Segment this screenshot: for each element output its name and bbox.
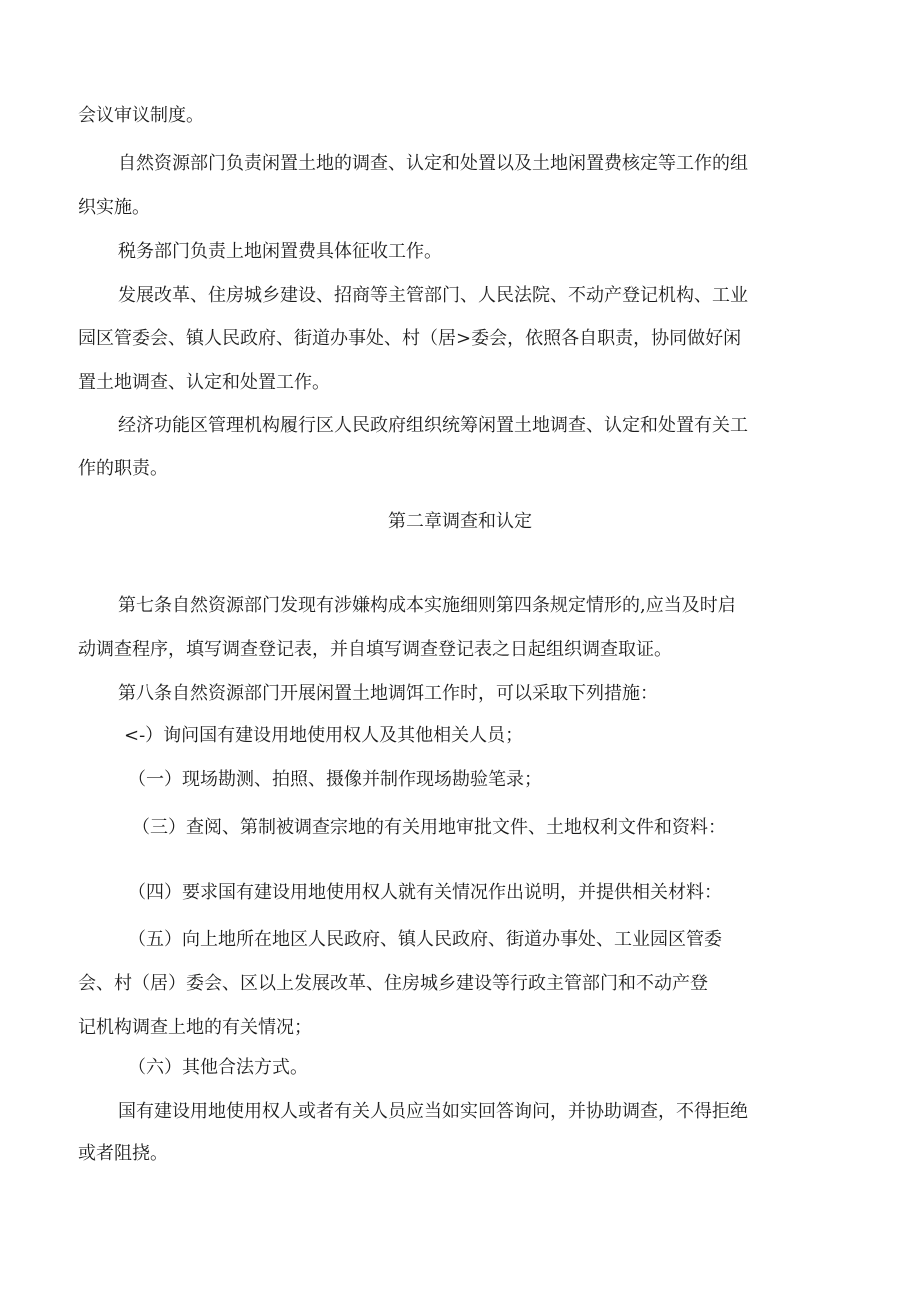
- text-line: 经济功能区管理机构履行区人民政府组织统筹闲置土地调查、认定和处置有关工: [118, 415, 748, 436]
- text-line: 置土地调查、认定和处置工作。: [78, 372, 330, 393]
- text-line: <-）询问国有建设用地使用权人及其他相关人员；: [124, 725, 524, 746]
- text-line: （一）现场勘测、拍照、摄像并制作现场勘验笔录；: [128, 769, 542, 790]
- text-line: 园区管委会、镇人民政府、街道办事处、村（居>委会，依照各自职责，协同做好闲: [78, 328, 742, 349]
- text-line: 发展改革、住房城乡建设、招商等主管部门、人民法院、不动产登记机构、工业: [118, 285, 748, 306]
- text-line: 第七条自然资源部门发现有涉嫌构成本实施细则第四条规定情形的,应当及时启: [118, 595, 736, 616]
- text-line: 会议审议制度。: [78, 105, 204, 126]
- chapter-heading: 第二章调查和认定: [388, 511, 532, 532]
- text-line: 自然资源部门负责闲置土地的调查、认定和处置以及土地闲置费核定等工作的组: [118, 153, 748, 174]
- text-line: 记机构调查上地的有关情况；: [78, 1017, 312, 1038]
- text-line: 动调查程序，填写调查登记表，并自填写调查登记表之日起组织调查取证。: [78, 639, 672, 660]
- text-line: （三）查阅、第制被调查宗地的有关用地审批文件、土地权利文件和资料：: [132, 817, 726, 838]
- text-line: 作的职责。: [78, 458, 168, 479]
- text-line: 第八条自然资源部门开展闲置土地调饵工作时，可以采取下列措施：: [118, 683, 658, 704]
- text-line: 会、村（居）委会、区以上发展改革、住房城乡建设等行政主管部门和不动产登: [78, 973, 708, 994]
- text-line: （四）要求国有建设用地使用权人就有关情况作出说明，并提供相关材料：: [128, 882, 722, 903]
- text-line: （六）其他合法方式。: [128, 1057, 308, 1078]
- text-line: 国有建设用地使用权人或者有关人员应当如实回答询问，并协助调查，不得拒绝: [118, 1101, 748, 1122]
- text-line: （五）向上地所在地区人民政府、镇人民政府、街道办事处、工业园区管委: [128, 929, 722, 950]
- text-line: 或者阻挠。: [78, 1143, 168, 1164]
- text-line: 税务部门负责上地闲置费具体征收工作。: [118, 241, 442, 262]
- text-line: 织实施。: [78, 197, 150, 218]
